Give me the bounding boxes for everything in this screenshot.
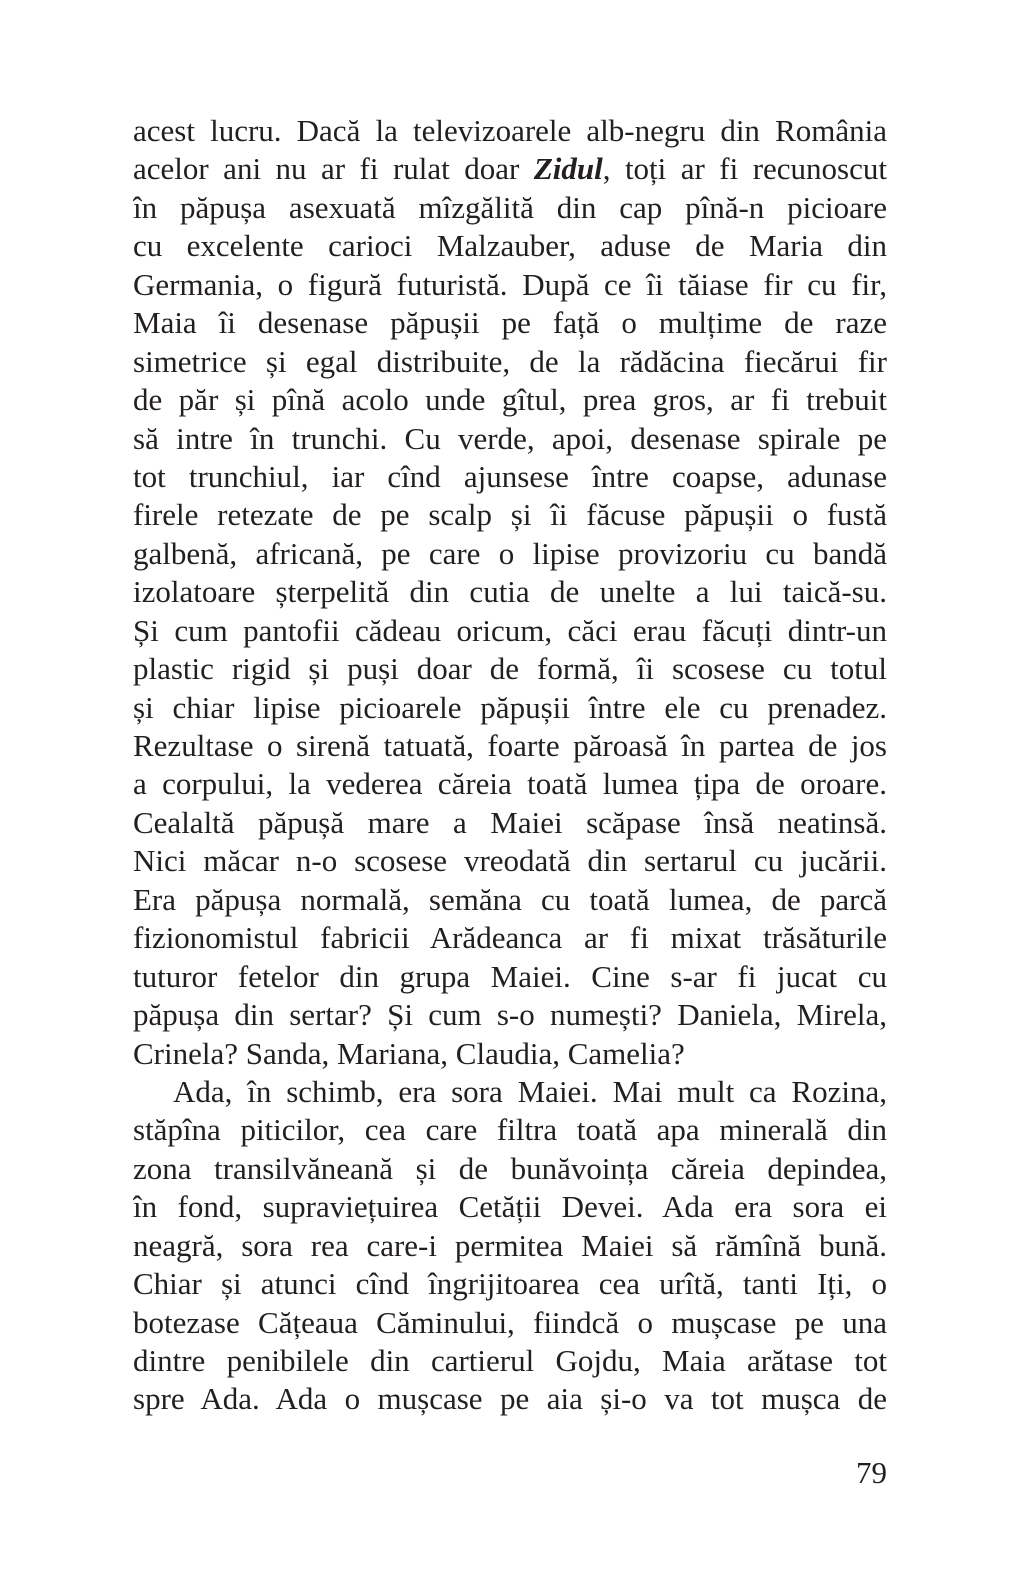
film-title-emphasis: Zidul <box>533 151 603 187</box>
text-line: Crinela? Sanda, Mariana, Claudia, Camelia? <box>133 1035 685 1071</box>
text-segment: , toți ar fi recunoscut <box>602 151 887 187</box>
text-line: dintre penibilele din cartierul Gojdu, Maia arătase tot <box>133 1343 887 1378</box>
body-text <box>133 112 887 1419</box>
text-line: să intre în trunchi. Cu verde, apoi, desenase spirale pe <box>133 420 887 456</box>
paragraph-1 <box>133 112 887 1073</box>
text-line: Maia îi desenase păpușii pe față o mulțime de raze <box>133 305 887 341</box>
text-segment: acelor ani nu ar fi rulat doar <box>133 151 534 187</box>
text-line: Chiar și atunci cînd îngrijitoarea cea urîtă, tanti Iți, o <box>133 1266 887 1302</box>
page-number: 79 <box>856 1455 887 1490</box>
text-line: în fond, supraviețuirea Cetății Devei. Ada era sora ei <box>133 1189 887 1225</box>
text-line: Rezultase o sirenă tatuată, foarte păroasă în partea de jos <box>133 728 887 763</box>
text-line: Nici măcar n-o scosese vreodată din sertarul cu jucării. <box>133 843 887 879</box>
text-line: botezase Cățeaua Căminului, fiindcă o mușcase pe una <box>133 1304 887 1340</box>
text-line: Și cum pantofii cădeau oricum, căci erau făcuți dintr-un <box>133 612 887 648</box>
text-line: acest lucru. Dacă la televizoarele alb-negru din România <box>133 113 887 148</box>
text-line: a corpului, la vederea căreia toată lumea țipa de oroare. <box>133 766 887 802</box>
text-line: Germania, o figură futuristă. După ce îi tăiase fir cu fir, <box>133 266 887 302</box>
text-line: simetrice și egal distribuite, de la rădăcina fiecărui fir <box>133 343 887 379</box>
text-line: în păpușa asexuată mîzgălită din cap pînă-n picioare <box>133 189 887 225</box>
text-line: păpușa din sertar? Și cum s-o numești? Daniela, Mirela, <box>133 997 887 1033</box>
text-line: galbenă, africană, pe care o lipise provizoriu cu bandă <box>133 535 887 571</box>
text-line: tot trunchiul, iar cînd ajunsese între coapse, adunase <box>133 458 887 494</box>
text-line: firele retezate de pe scalp și îi făcuse păpușii o fustă <box>133 497 887 533</box>
text-line: izolatoare șterpelită din cutia de unelte a lui taică-su. <box>133 574 887 610</box>
text-line: și chiar lipise picioarele păpușii între ele cu prenadez. <box>133 689 887 725</box>
text-line: spre Ada. Ada o mușcase pe aia și-o va tot mușca de <box>133 1381 887 1417</box>
paragraph-2 <box>133 1073 887 1419</box>
text-line: zona transilvăneană și de bunăvoința căreia depindea, <box>133 1150 887 1186</box>
text-line: plastic rigid și puși doar de formă, îi scosese cu totul <box>133 651 887 687</box>
text-line: neagră, sora rea care-i permitea Maiei să rămînă bună. <box>133 1227 887 1263</box>
text-line: cu excelente carioci Malzauber, aduse de Maria din <box>133 228 887 264</box>
text-line <box>133 150 887 188</box>
text-line: de păr și pînă acolo unde gîtul, prea gros, ar fi trebuit <box>133 382 887 418</box>
text-line: Ada, în schimb, era sora Maiei. Mai mult ca Rozina, <box>173 1073 887 1109</box>
text-line: Cealaltă păpușă mare a Maiei scăpase însă neatinsă. <box>133 804 887 840</box>
text-line: Era păpușa normală, semăna cu toată lumea, de parcă <box>133 881 887 917</box>
text-line: tuturor fetelor din grupa Maiei. Cine s-ar fi jucat cu <box>133 958 887 994</box>
text-line: stăpîna piticilor, cea care filtra toată apa minerală din <box>133 1112 887 1148</box>
text-line: fizionomistul fabricii Arădeanca ar fi mixat trăsăturile <box>133 920 887 956</box>
